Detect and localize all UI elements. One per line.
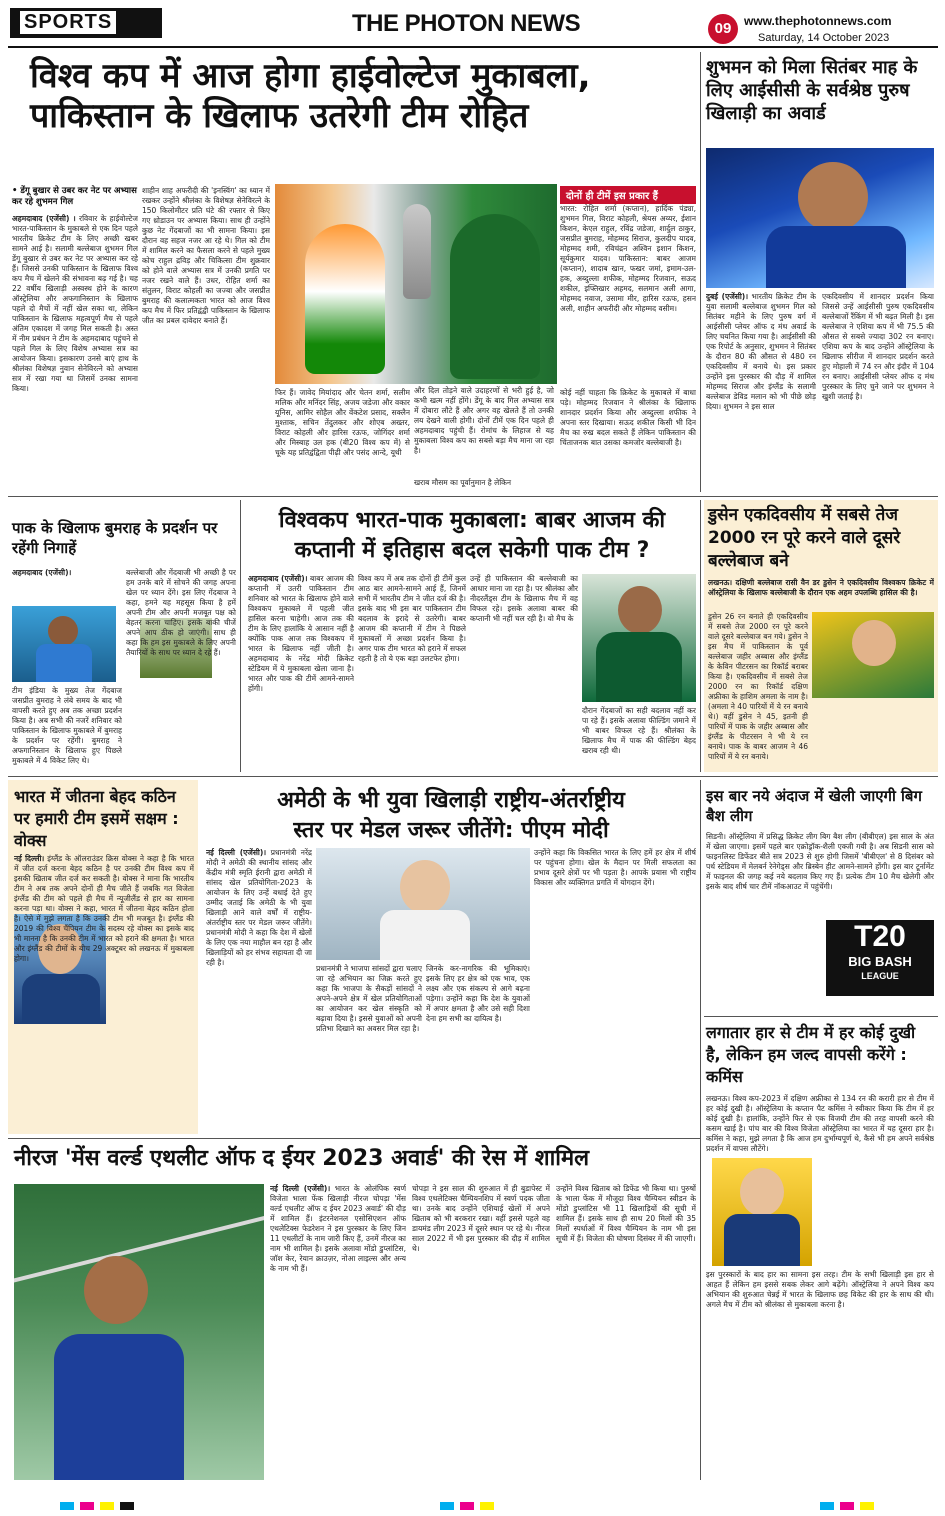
athlete-face	[84, 1256, 148, 1324]
player-jersey	[766, 226, 906, 288]
babar-headline-line1: विश्वकप भारत-पाक मुकाबला: बाबर आजम की	[278, 508, 666, 533]
cummins-photo	[712, 1158, 812, 1266]
section-tag-label: SPORTS	[20, 11, 116, 34]
modi-col-1	[206, 848, 312, 1132]
player-face	[740, 1168, 784, 1216]
modi-col-3: जिनके कर-नागरिक की भूमिकाएं। इसके लिए हर क्षेत्र को एक भाव, एक लक्ष्य और एक संकल्प से आगे बढ़ना पड़ेगा। उन्होंने कहा कि देश के युवाओं में अपार क्षमता है और उसे सही दिशा देना हम सभी का दायित्व है।	[426, 964, 530, 1023]
gill-col-1-text: भारतीय क्रिकेट टीम के युवा सलामी बल्लेबाज शुभमन गिल को सितंबर महीने के लिए पुरुष वर्ग में आईसीसी प्लेयर ऑफ द मंथ अवार्ड के लिए चयनित किया गया है। आईसीसी की एक रिपोर्ट के अनुसार, शुभमन ने सितंबर के दौरान 80 की औसत से 480 रन एकदिवसीय में बनाये थे। इस प्रकार उन्होंने इस पुरस्कार की दौड़ में शामिल मोहम्मद सिराज और इंग्लैंड के सलामी बल्लेबाज डेविड मलान को भी पीछे छोड़ दिया। शुभमन ने इस साल	[706, 292, 816, 411]
gill-byline: दुबई (एजेंसी)।	[706, 292, 749, 301]
bbl-headline: इस बार नये अंदाज में खेली जाएगी बिग बैश लीग	[706, 787, 922, 825]
bbl-text-side	[706, 920, 822, 1010]
registration-mark	[820, 1502, 834, 1510]
section-rule	[704, 1016, 938, 1017]
registration-mark	[100, 1502, 114, 1510]
cummins-text-side	[816, 1158, 934, 1266]
babar-col-2: विश्व कप में अब तक दोनों ही टीमें कुल आठ बार आमने-सामने आई हैं, जिनमें सभी में भारतीय टीम ने जीत दर्ज की है। इसके बाद भी इस बार पाकिस्तान टीम बदलाव के इरादे से उतरेगी। बाबर आजम की कप्तानी में टीम ने पिछले मुकाबलों में अच्छा प्रदर्शन किया है। अगर पाक टीम भारत को हराने में सफल रहती है तो ये एक बड़ा उलटफेर होगा।	[358, 574, 466, 663]
player-jersey	[36, 644, 92, 682]
registration-mark	[840, 1502, 854, 1510]
modi-col-2: प्रधानमंत्री ने भाजपा सांसदों द्वारा चलाए जा रहे अभियान का जिक्र करते हुए कहा कि भाजपा के सैकड़ों सांसदों ने अपने-अपने क्षेत्र में खेल प्रतियोगिताओं का आयोजन कर खेल संस्कृति को बढ़ावा दिया है। इससे युवाओं को अपनी प्रतिभा दिखाने का अवसर मिल रहा है।	[316, 964, 422, 1033]
pakistan-fan-figure	[450, 214, 540, 379]
neeraj-col-3: उन्होंने विश्व खिताब को डिफेंड भी किया था। पुरुषों के भाला फेंक में मौजूदा विश्व चैम्पियन स्वीडन के मोंडो डुप्लांटिस भी 11 खिलाड़ियों की सूची में शामिल हैं। इसके साथ ही साथ 20 मिलों की 35 मिलों स्पर्धाओं में विश्व चैम्पियन के नाम भी इस सूची में हैं। विजेता की घोषणा दिसंबर में की जाएगी।	[556, 1184, 696, 1243]
registration-mark	[460, 1502, 474, 1510]
bumrah-col-1-top	[12, 568, 122, 608]
section-rule	[8, 776, 938, 777]
fans-photo	[275, 184, 557, 384]
bumrah-headline: पाक के खिलाफ बुमराह के प्रदर्शन पर रहेंगी निगाहें	[12, 519, 218, 557]
bbl-logo-t20: T20	[854, 920, 906, 953]
modi-headline-line1: अमेठी के भी युवा खिलाड़ी राष्ट्रीय-अंतर्राष्ट्रीय	[277, 788, 625, 813]
lead-col-3: फिर हैं। जावेद मियांदाद और चेतन शर्मा, सलीम मलिक और मनिंदर सिंह, अजय जडेजा और वकार यूनिस, आमिर सोहैल और वेंकटेश प्रसाद, सक्लैन मुश्ताक, सचिन तेंदुलकर और शोएब अख्तर, विराट कोहली और हारिस रऊफ, जोगिंदर शर्मा और मिस्बाह उल हक (बी20 विश्व कप में) से चूके यह प्रतिद्वंद्विता पीढ़ी और पसंद आन्दे, यूथी	[275, 388, 410, 457]
gill-col-1	[706, 292, 816, 490]
modi-col-1-text: प्रधानमंत्री नरेंद्र मोदी ने अमेठी की स्थानीय सांसद और केंद्रीय मंत्री स्मृति ईरानी द्वारा अमेठी में सांसद खेल प्रतियोगिता-2023 के आयोजन के लिए उन्हें बधाई देते हुए उम्मीद जताई कि अमेठी के भी युवा खिलाड़ी आने वाले वर्षों में राष्ट्रीय-अंतर्राष्ट्रीय स्तर पर मेडल जरूर जीतेंगे। प्रधानमंत्री मोदी ने कहा कि देश में खेलों के लिए एक नया माहौल बन रहा है और खिलाड़ियों को हर संभव सहायता दी जा रही है।	[206, 848, 312, 967]
registration-mark	[60, 1502, 74, 1510]
registration-mark	[120, 1502, 134, 1510]
modi-col-4: उन्होंने कहा कि विकसित भारत के लिए हमें हर क्षेत्र में शीर्ष पर पहुंचना होगा। खेल के मैदान पर मिली सफलता का प्रभाव दूसरे क्षेत्रों पर भी पड़ता है। आपके प्रयास भी राष्ट्रीय विकास और व्यक्तिगत प्रगति में योगदान देंगे।	[534, 848, 696, 887]
gill-photo	[706, 148, 934, 288]
neeraj-photo	[14, 1184, 264, 1480]
player-face	[852, 620, 896, 666]
lead-headline-line1: विश्व कप में आज होगा हाईवोल्टेज मुकाबला,	[30, 56, 591, 96]
masthead-title-text: THE PHOTON NEWS	[352, 10, 581, 37]
lead-headline-line2: पाकिस्तान के खिलाफ उतरेगी टीम रोहित	[30, 96, 529, 136]
modi-headline-line2: स्तर पर मेडल जरूर जीतेंगे: पीएम मोदी	[293, 818, 609, 843]
registration-mark	[440, 1502, 454, 1510]
column-divider	[700, 52, 701, 492]
neeraj-col-2: चोपड़ा ने इस साल की शुरुआत में ही बुडापेस्ट में विश्व एथलेटिक्स चैम्पियनशिप में स्वर्ण पदक जीता था। उनके बाद उन्होंने एशियाई खेलों में अपने खिताब को भी बरकरार रखा। वहीं इससे पहले वह डायमंड लीग 2023 में दूसरे स्थान पर रहे थे। नीरज साल 2022 में भी इस पुरस्कार की दौड़ में शामिल थे।	[412, 1184, 550, 1253]
column-divider	[700, 780, 701, 1480]
player-jersey	[724, 1214, 800, 1266]
player-face	[48, 616, 78, 646]
bbl-logo-league: LEAGUE	[861, 971, 899, 981]
babar-col-1-text: बाबर आजम की कप्तानी में उतरी पाकिस्तान टीम शनिवार को भारत के खिलाफ होने वाले विश्वकप मुकाबले में पहली जीत हासिल करना चाहेगी। आज तक की टीम के लिए हालांकि ये आसान नहीं है क्योंकि पाक आज तक विश्वकप में भारत के खिलाफ नहीं जीती है। अहमदाबाद के नरेंद्र मोदी क्रिकेट स्टेडियम में ये मुकाबला खेला जाना है। भारत और पाक की टीमें आमने-सामने होंगी।	[248, 574, 354, 693]
bbl-logo-bigbash: BIG BASH	[848, 954, 912, 969]
vokes-text	[14, 854, 194, 1130]
section-rule	[8, 1138, 700, 1139]
bbl-logo	[826, 920, 934, 996]
lead-headline	[30, 56, 690, 136]
dussen-lede: लखनऊ। दक्षिणी बल्लेबाज रासी वैन डर डुसेन ने एकदिवसीय विश्वकप क्रिकेट में ऑस्ट्रेलिया के खिलाफ बल्लेबाजी के दौरान एक अहम उपलब्धि हासिल की है।	[708, 578, 934, 597]
babar-col-1	[248, 574, 354, 770]
dussen-headline: डुसेन एकदिवसीय में सबसे तेज 2000 रन पूरे करने वाले दूसरे बल्लेबाज बने	[708, 505, 901, 571]
lead-subhead: • डेंगू बुखार से उबर कर नेट पर अभ्यास कर रहे शुभमन गिल	[12, 186, 137, 207]
neeraj-col-1	[270, 1184, 406, 1480]
neeraj-byline: नई दिल्ली (एजेंसी)।	[270, 1184, 331, 1193]
modi-headline	[206, 786, 696, 846]
registration-mark	[80, 1502, 94, 1510]
babar-byline: अहमदाबाद (एजेंसी)।	[248, 574, 308, 583]
lead-col-1	[12, 214, 138, 489]
registration-mark	[480, 1502, 494, 1510]
lead-col-4: और दिल तोड़ने वाले उदाहरणों से भरी हुई है, जो कभी खत्म नहीं होंगे। डेंगू के बाद गिल अभ्यास सत्र में दोबारा लौटे हैं और अगर वह खेलते हैं तो उनकी लय देखने वाली होगी। दोनों टीमें एक दिन पहले ही अहमदाबाद पहुंची हैं। रोमांच के लिहाज से यह मुकाबला विश्व कप का सबसे बड़ा मैच माना जा रहा है।	[414, 386, 554, 455]
bumrah-col-2: बल्लेबाजी और गेंदबाजी भी अच्छी है पर हम उनके बारे में सोचने की जगह अपना खेल पर ध्यान देंगे। इस लिए गेंदबाज ने कहा, हमने यह महसूस किया है हमें अपनी टीम और अपनी मजबूत पक्ष को बेहतर करना चाहिए। इसके बाकी चीजें अपने आप ठीक हो जाएंगी। साथ ही कहा कि हम इस मुकाबले के लिए अपनी तैयारियों के साथ पर ध्यान दे रहे हैं।	[126, 568, 236, 657]
cummins-text-2: इस पुरस्कारों के बाद हार का सामना इस तरह। टीम के सभी खिलाड़ी इस हार से आहत हैं लेकिन हम इससे सबक लेकर आगे बढ़ेंगे। ऑस्ट्रेलिया ने अपने विश्व कप अभियान की शुरुआत चेन्नई में भारत के खिलाफ छह विकेट की हार के साथ की थी। अगले मैच में टीम को श्रीलंका से मुकाबला करना है।	[706, 1270, 934, 1309]
page-number: 09	[708, 14, 738, 44]
player-jersey	[596, 632, 682, 702]
lead-col-4-tail: खराब मौसम का पूर्वानुमान है लेकिन	[414, 478, 512, 487]
player-face	[618, 586, 662, 634]
column-divider	[700, 500, 701, 772]
section-rule	[8, 496, 938, 497]
modi-photo	[316, 848, 530, 960]
issue-date: Saturday, 14 October 2023	[758, 32, 890, 44]
site-url[interactable]: www.thephotonnews.com	[744, 14, 892, 28]
trophy-icon	[403, 204, 431, 299]
lead-byline: अहमदाबाद (एजेंसी) ।	[12, 214, 76, 223]
person-kurta	[380, 910, 470, 960]
neeraj-col-1-text: भारत के ओलंपिक स्वर्ण विजेता भाला फेंक खिलाड़ी नीरज चोपड़ा 'मेंस वर्ल्ड एथलीट ऑफ द ईयर 2023 अवार्ड' की दौड़ में शामिल हैं। इंटरनेशनल एसोसिएशन ऑफ एथलेटिक्स फेडरेशन ने इस पुरस्कार के लिए जिन 11 एथलीटों के नाम जारी किए हैं, उनमें नीरज का नाम भी शामिल है। इसके अलावा मोंडो डुप्लांटिस, जॉश केर, रेयान क्राउज़र, नोआ लाइल्स और अन्य के नाम भी हैं।	[270, 1184, 406, 1273]
vokes-text-body: इंग्लैंड के ऑलराउंडर क्रिस वोक्स ने कहा है कि भारत में जीत दर्ज करना बेहद कठिन है पर उनकी टीम विश्व कप में इसकी खिताब जीत दर्ज कर सकती है। वोक्स ने माना कि भारतीय टीम ने अब तक अपने दोनों ही मैच जीते हैं जबकि गत विजेता इंग्लैंड की टीम को पहले ही मैच में न्यूजीलैंड से हार का सामना करना पड़ा था। वोक्स ने कहा, भारत में जीतना बेहद कठिन होता है। ऐसे में मुझे लगता है कि उनकी टीम भी मजबूत है। इंग्लैंड की 2019 की विश्व चैंपियन टीम के सदस्य रहे वोक्स का इसके बाद भी मानना है कि उनकी टीम में भारत को हराने की क्षमता है। भारत और इंग्लैंड की टीमों के बीच 29 अक्टूबर को लखनऊ में मुकाबला होगा।	[14, 854, 194, 963]
vokes-byline: नई दिल्ली।	[14, 854, 45, 863]
lead-col-1-text: रविवार के हाईवोल्टेज भारत-पाकिस्तान के मुकाबले से एक दिन पहले भारतीय क्रिकेट टीम के लिए अच्छी खबर सामने आई है। सलामी बल्लेबाज शुभमन गिल डेंगू बुखार से उबर कर नेट पर अभ्यास कर रहे हैं। जिससे उनकी पाकिस्तान के खिलाफ विश्व कप मैच में खेलने की संभावना बढ़ गई है। चह 22 वर्षीय खिलाड़ी अस्वस्थ होने के कारण ऑस्ट्रेलिया और अफगानिस्तान के खिलाफ पहले दो मैचों में नहीं खेल सका था, लेकिन पाकिस्तान के खिलाफ महत्वपूर्ण मैच से पहले अंतिम एकादश में जगह मिल सकती है। अस्त में नीम प्रबंधन ने टीम के अहमदाबाद पहुंचने से पहले गिल के लिए विशेष अभ्यास सत्र का आयोजन किया। इसकारण उनसे बाएं हाथ के श्रीलंका विशेषज्ञ नुवान सेनेविरत्ने को अभ्यास सत्र में रखा गया था जिसमें उनका सामना किया।	[12, 214, 138, 393]
person-face	[400, 860, 450, 914]
babar-headline	[248, 506, 696, 566]
cummins-headline: लगातार हार से टीम में हर कोई दुखी है, लेकिन हम जल्द वापसी करेंगे : कमिंस	[706, 1023, 916, 1086]
babar-col-3: उन्हें ही पाकिस्तान की बल्लेबाजी का आधार माना जा रहा है। पर श्रीलंका और नीदरलैंड्स टीम के खिलाफ मैच में वह विफल रहे। इसके अलावा बाबर की कप्तानी भी नहीं चल रही है। वो मैच के	[470, 574, 578, 623]
bbl-text: सिडनी। ऑस्ट्रेलिया में प्रसिद्ध क्रिकेट लीग बिग बैश लीग (बीबीएल) इस साल के अंत में खेला जाएगा। इसमें पहले बार एक्रोड्रॉक-शैली एक्जी गयी है। अब सिडनी सास को फाइनलिस्ट डिफेंडर बीते सत्र 2023 से शुरु होगी जिसमें 'बीबीएल' से 8 दिसंबर को पर्थ स्टेडियम में मेलबर्न रेनेगेड्स और ब्रिस्बेन हीट आमने-सामने होंगी। इस बार टूर्नामेंट में फाइनल की जगह कई नये बदलाव किए गए हैं। प्रत्येक टीम 10 मैच खेलेगी और इसके बाद शीर्ष चार टीमें नॉकआउट में पहुंचेंगी।	[706, 832, 934, 891]
registration-mark	[860, 1502, 874, 1510]
babar-caption: दौरान गेंदबाजों का सही बदलाव नहीं कर पा रहे हैं। इसके अलावा फील्डिंग जमाने में भी बाबर विफल रहे हैं। श्रीलंका के खिलाफ मैच में पाक की फील्डिंग बेहद खराब रही थी।	[582, 706, 696, 755]
column-divider	[240, 500, 241, 772]
bumrah-byline: अहमदाबाद (एजेंसी)।	[12, 568, 72, 577]
masthead-title	[352, 10, 580, 38]
player-face	[798, 162, 868, 232]
teams-list: भारत: रोहित शर्मा (कप्तान), हार्दिक पंड्या, शुभमन गिल, विराट कोहली, श्रेयस अय्यर, ईशान किशन, केएल राहुल, रविंद्र जडेजा, शार्दुल ठाकुर, जसप्रीत बुमराह, मोहम्मद सिराज, कुलदीप यादव, मोहम्मद शमी, रविचंद्रन अश्विन इशान किशन, सूर्यकुमार यादव। पाकिस्तान: बाबर आजम (कप्तान), शादाब खान, फखर जमां, इमाम-उल-हक, अब्दुल्ला शफीक, मोहम्मद रिजवान, सऊद शकील, इफ्तिखार अहमद, सलमान अली आगा, मोहम्मद नवाज, उसामा मीर, हारिस रऊफ, हसन अली, शाहीन अफरीदी और मोहम्मद वसीम।	[560, 204, 696, 313]
dussen-text: डुसेन 26 रन बनाते ही एकदिवसीय में सबसे तेज 2000 रन पूरे करने वाले दूसरे बल्लेबाज बन गये। डुसेन ने इस मैच में पाकिस्तान के पूर्व बल्लेबाज जहीर अब्बास और इंग्लैंड के केविन पीटरसन का रिकॉर्ड बराबर किया है। एकदिवसीय में सबसे तेज 2000 रन का रिकॉर्ड दक्षिण अफ्रीका के हाशिम अमला के नाम है। (अमला ने 40 पारियों में ये रन बनाये थे।) वहीं डुसेन ने 45, इतनी ही पारियों में पाक के जहीर अब्बास और इंग्लैंड के पीटरसन ने भी ये रन बनाये। पाक के बाबर आजम ने 46 पारियों में ये रन बनाये।	[708, 612, 808, 761]
babar-headline-line2: कप्तानी में इतिहास बदल सकेगी पाक टीम ?	[294, 538, 650, 563]
athlete-jersey	[54, 1334, 184, 1480]
lead-col-2: शाहीन शाह अफरीदी की 'इनस्विंग' का ध्यान में रखकर उन्होंने श्रीलंका के विशेषज्ञ सेनेविरत्ने के 150 किलोमीटर प्रति घंटे की रफ्तार से किए गए थ्रोडाउन पर अभ्यास किया। साथ ही उन्होंने कुछ नेट गेंदबाजों का भी सामना किया। इस दौरान वह सहज नजर आ रहे थे। गिल को टीम में शामिल करने का फैसला करने से पहले मुख्य कोच राहुल द्रविड़ और चिकित्सा टीम शुक्रवार को होने वाले अभ्यास सत्र में उनकी प्रगति पर नजर रखने वाले हैं। उधर, रोहित शर्मा का संतुलन, विराट कोहली का जज्बा और जसप्रीत बुमराह की कलात्मकता भारत को आज विश्व कप मैच में फिर प्रतिद्वंद्वी पाकिस्तान के खिलाफ जीत का प्रबल दावेदार बनाते हैं।	[142, 186, 270, 325]
teams-tail: कोई नहीं चाहता कि क्रिकेट के मुकाबले में बाधा पड़े। मोहम्मद रिजवान ने श्रीलंका के खिलाफ शानदार प्रदर्शन किया और अब्दुल्ला शफीक ने अपना स्तर दिखाया। सऊद शकील किसी भी दिन मैच का रुख बदल सकते हैं लेकिन पाकिस्तान की चिंताजनक बात उसका कमजोर बल्लेबाजी है।	[560, 388, 696, 447]
section-tag	[10, 8, 162, 38]
gill-col-2: एकदिवसीय में शानदार प्रदर्शन किया जिससे उन्हें आईसीसी पुरुष एकदिवसीय बल्लेबाजों रैंकिंग में भी बढ़त मिली है। इस बल्लेबाज ने एशिया कप में भी 75.5 की औसत से सबसे ज्यादा 302 रन बनाए। एशिया कप के बाद उन्होंने ऑस्ट्रेलिया के खिलाफ सीरीज में शानदार प्रदर्शन करते हुए मोहाली में 74 रन और इंदौर में 104 रन बनाए। आईसीसी प्लेयर ऑफ द मंथ पुरस्कार के लिए चुने जाने पर शुभमन ने खुशी जताई है।	[822, 292, 934, 401]
bumrah-col-1: टीम इंडिया के मुख्य तेज गेंदबाज जसप्रीत बुमराह ने लंबे समय के बाद भी वापसी करते हुए अब तक अच्छा प्रदर्शन किया है। अब सभी की नजरें शनिवार को पाकिस्तान के खिलाफ मुकाबले में बुमराह के प्रदर्शन पर रहेंगी। बुमराह ने अफगानिस्तान के खिलाफ हुए पिछले मुकाबले में 4 विकेट लिए थे।	[12, 686, 122, 765]
gill-headline: शुभमन को मिला सितंबर माह के लिए आईसीसी के सर्वश्रेष्ठ पुरुष खिलाड़ी का अवार्ड	[706, 57, 918, 124]
babar-photo	[582, 574, 696, 702]
masthead-rule	[8, 46, 938, 48]
india-fan-figure	[305, 224, 385, 374]
cummins-text: लखनऊ। विश्व कप-2023 में दक्षिण अफ्रीका से 134 रन की करारी हार से टीम में हर कोई दुखी है। ऑस्ट्रेलिया के कप्तान पैट कमिंस ने स्वीकार किया कि टीम में हर कोई दुखी है। हालांकि, उन्होंने फिर से एक विजयी टीम की तरह वापसी करने की कसम खाई है। पांच बार की विश्व विजेता ऑस्ट्रेलिया का भारत में यह दूसरा हार है। कमिंस ने कहा, मुझे लगता है कि आज हम दुर्भाग्यपूर्ण थे, कैसे भी हम अपने सर्वश्रेष्ठ प्रदर्शन में वापस लौटेंगे।	[706, 1094, 934, 1153]
modi-byline: नई दिल्ली (एजेंसी)।	[206, 848, 267, 857]
vokes-headline: भारत में जीतना बेहद कठिन पर हमारी टीम इसमें सक्षम : वोक्स	[14, 787, 179, 850]
bumrah-photo	[12, 606, 116, 682]
teams-badge: दोनों ही टीमें इस प्रकार हैं	[560, 186, 696, 204]
neeraj-headline: नीरज 'मेंस वर्ल्ड एथलीट ऑफ द ईयर 2023 अवार्ड' की रेस में शामिल	[14, 1146, 590, 1171]
dussen-photo	[812, 612, 934, 698]
